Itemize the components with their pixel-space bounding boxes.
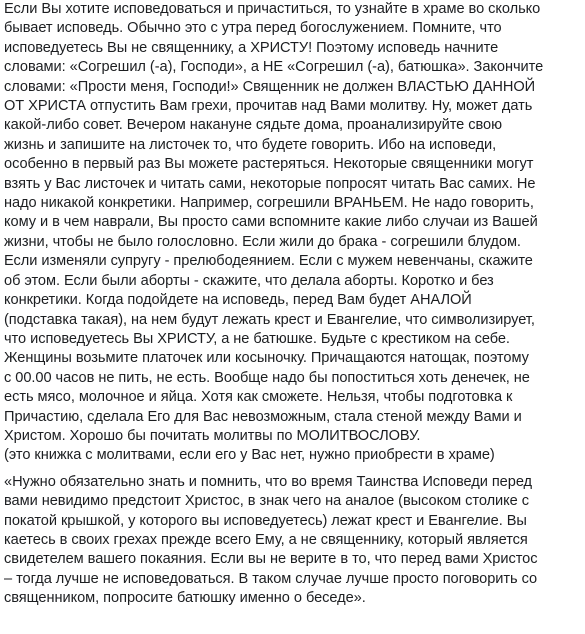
text-line: кому и в чем наврали, Вы просто сами вспомните какие либо случаи из Вашей [4, 214, 538, 231]
text-line: бывает исповедь. Обычно это с утра перед богослужением. Помните, что [4, 20, 502, 37]
text-line: (это книжка с молитвами, если его у Вас нет, нужно приобрести в храме) [4, 447, 495, 464]
text-line: «Нужно обязательно знать и помнить, что во время Таинства Исповеди перед [4, 473, 533, 490]
text-line: взять у Вас листочек и читать сами, некоторые попросят читать Вас самих. Не [4, 175, 536, 192]
text-line: есть мясо, молочное и яйца. Хотя как сможете. Нельзя, чтобы подготовка к [4, 389, 513, 406]
text-line: (подставка такая), на нем будут лежать крест и Евангелие, что символизирует, [4, 311, 535, 328]
text-line: конкретики. Когда подойдете на исповедь, перед Вам будет АНАЛОЙ [4, 292, 472, 309]
text-line: вами невидимо предстоит Христос, в знак чего на аналое (высоком столике с [4, 493, 529, 510]
text-line: какой-либо совет. Вечером накануне сядьте дома, проанализируйте свою [4, 117, 502, 134]
text-line: священником, попросите батюшку именно о беседе». [4, 590, 366, 607]
text-line: что исповедуетесь Вы ХРИСТУ, а не батюшке. Будьте с крестиком на себе. [4, 330, 510, 347]
text-line: Если Вы хотите исповедоваться и причаститься, то узнайте в храме во сколько [4, 1, 541, 17]
text-line: Женщины возьмите платочек или косыночку. Причащаются натощак, поэтому [4, 350, 529, 367]
text-line: каетесь в своих грехах прежде всего Ему, а не священнику, который является [4, 531, 528, 548]
text-line: свидетелем вашего покаяния. Если вы не верите в то, что перед вами Христос [4, 551, 538, 568]
paragraph-confession-quote [4, 473, 582, 609]
text-line: с 00.00 часов не пить, не есть. Вообще надо бы попоститься хоть денечек, не [4, 369, 530, 386]
text-line: исповедуетесь Вы не священнику, а ХРИСТУ! Поэтому исповедь начните [4, 39, 499, 56]
text-line: надо никакой конкретики. Например, согрешили ВРАНЬЕМ. Не надо говорить, [4, 195, 534, 212]
text-line: – тогда лучше не исповедоваться. В таком случае лучше просто поговорить со [4, 570, 538, 587]
paragraph-confession-instructions [4, 0, 582, 466]
text-line: жизнь и запишите на листочек то, что будете говорить. Ибо на исповеди, [4, 136, 497, 153]
text-line: ОТ ХРИСТА отпустить Вам грехи, прочитав над Вами молитву. Ну, может дать [4, 98, 533, 115]
text-line: Христом. Хорошо бы почитать молитвы по МОЛИТВОСЛОВУ. [4, 427, 421, 444]
text-line: словами: «Согрешил (-а), Господи», а НЕ «Согрешил (-а), батюшка». Закончите [4, 59, 544, 76]
post-text-body [4, 0, 582, 634]
text-line: об этом. Если были аборты - скажите, что делала аборты. Коротко и без [4, 272, 494, 289]
text-line: Причастию, сделала Его для Вас невозможным, стала стеной между Вами и [4, 408, 522, 425]
paragraph-gap [4, 466, 582, 473]
text-line: словами: «Прости меня, Господи!» Священник не должен ВЛАСТЬЮ ДАННОЙ [4, 78, 536, 95]
text-line: особенно в первый раз Вы можете растеряться. Некоторые священники могут [4, 156, 534, 173]
text-line: Если изменяли супругу - прелюбодеянием. Если с мужем невенчаны, скажите [4, 253, 533, 270]
text-line: жизни, чтобы не было голословно. Если жили до брака - согрешили блудом. [4, 233, 521, 250]
text-line: покатой крышкой, у которого вы исповедуетесь) лежат крест и Евангелие. Вы [4, 512, 527, 529]
